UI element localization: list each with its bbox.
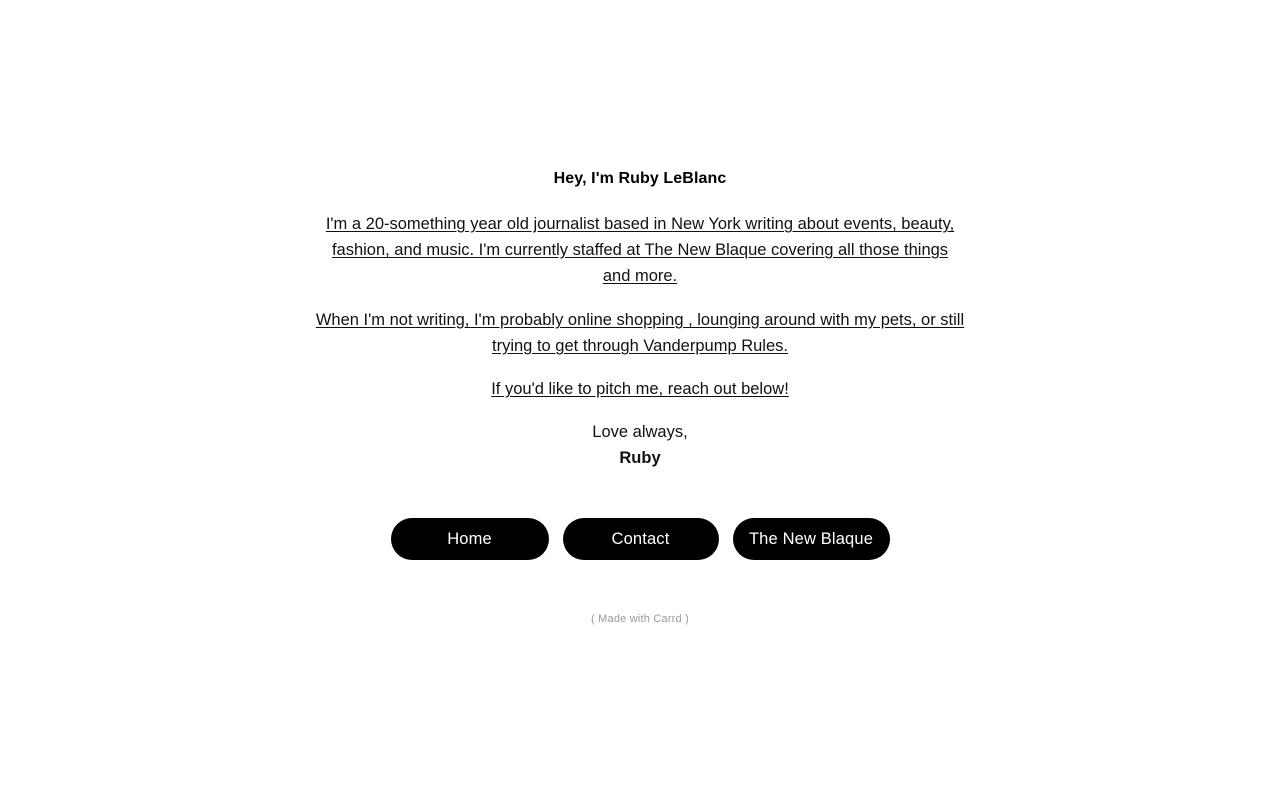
pitch-paragraph-link[interactable]: If you'd like to pitch me, reach out below! xyxy=(491,380,789,398)
made-with-carrd-link[interactable]: ( Made with Carrd ) xyxy=(591,613,689,625)
signoff-line: Love always, xyxy=(592,423,688,441)
signoff xyxy=(0,419,1280,471)
button-group xyxy=(0,518,1280,560)
contact-button[interactable]: Contact xyxy=(563,518,719,560)
pitch-paragraph xyxy=(320,376,960,402)
the-new-blaque-button[interactable]: The New Blaque xyxy=(733,518,890,560)
signoff-name: Ruby xyxy=(619,449,661,467)
footer xyxy=(0,613,1280,625)
hobbies-paragraph xyxy=(310,307,970,359)
intro-paragraph-link[interactable]: I'm a 20-something year old journalist based in New York writing about events, beauty, fashion, and music. I'm currently staffed at The New Blaque covering all those things and more. xyxy=(325,215,955,285)
intro-paragraph xyxy=(320,211,960,289)
page-title: Hey, I'm Ruby LeBlanc xyxy=(553,170,727,187)
home-button[interactable]: Home xyxy=(391,518,549,560)
hobbies-paragraph-link[interactable]: When I'm not writing, I'm probably online shopping , lounging around with my pets, or still trying to get through Vanderpump Rules. xyxy=(315,311,965,355)
